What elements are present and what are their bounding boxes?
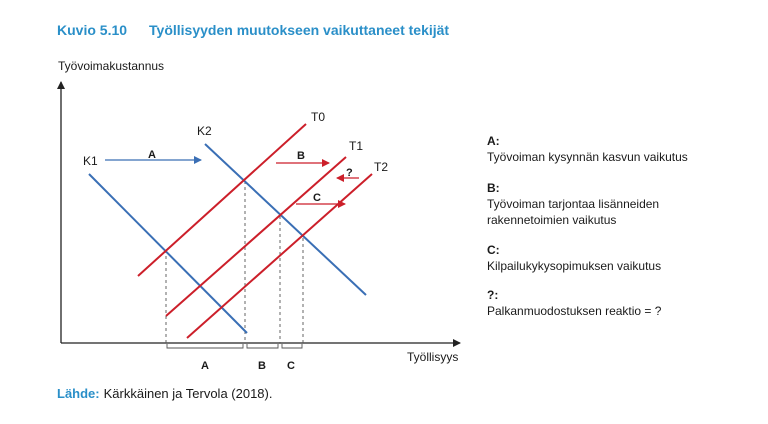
legend-text-a: Työvoiman kysynnän kasvun vaikutus: [487, 150, 688, 164]
demand-curve-k2: [205, 144, 366, 295]
segment-label-a: A: [201, 360, 209, 372]
segment-label-b: B: [258, 360, 266, 372]
segment-bracket-a: [167, 344, 243, 348]
segment-bracket-c: [282, 344, 302, 348]
curve-label-k2: K2: [197, 124, 212, 138]
y-axis-label: Työvoimakustannus: [58, 59, 165, 73]
supply-curve-t0: [138, 124, 306, 276]
curve-label-t2: T2: [374, 160, 389, 174]
legend-b: [487, 180, 687, 228]
segment-label-c: C: [287, 360, 295, 372]
curve-label-t1: T1: [349, 139, 364, 153]
curve-label-t0: T0: [311, 110, 326, 124]
legend-c: [487, 242, 661, 274]
shift-label-c: C: [313, 192, 321, 204]
source-label: Lähde:: [57, 386, 100, 401]
x-axis-label: Työllisyys: [407, 350, 459, 364]
supply-curve-t2: [187, 174, 372, 338]
segment-bracket-b: [247, 344, 278, 348]
supply-curve-t1: [166, 157, 346, 316]
shift-label-a: A: [148, 149, 156, 161]
legend-key-b: B:: [487, 181, 500, 195]
figure-title-text: Työllisyyden muutokseen vaikuttaneet tekijät: [149, 22, 450, 38]
legend-q: [487, 287, 661, 319]
shift-label-q: ?: [346, 167, 353, 179]
shift-label-b: B: [297, 150, 305, 162]
source-text: Kärkkäinen ja Tervola (2018).: [103, 386, 273, 401]
legend-key-a: A:: [487, 134, 500, 148]
legend-key-c: C:: [487, 243, 500, 257]
legend-text-q: Palkanmuodostuksen reaktio = ?: [487, 304, 662, 318]
legend-text-c: Kilpailukykysopimuksen vaikutus: [487, 259, 662, 273]
legend-text-b: Työvoiman tarjontaa lisänneiden rakennetoimien vaikutus: [487, 197, 660, 227]
curve-label-k1: K1: [83, 154, 98, 168]
figure-number: Kuvio 5.10: [57, 22, 128, 38]
legend-a: [487, 133, 688, 165]
legend-key-q: ?:: [487, 288, 499, 302]
source-line: [57, 386, 272, 401]
